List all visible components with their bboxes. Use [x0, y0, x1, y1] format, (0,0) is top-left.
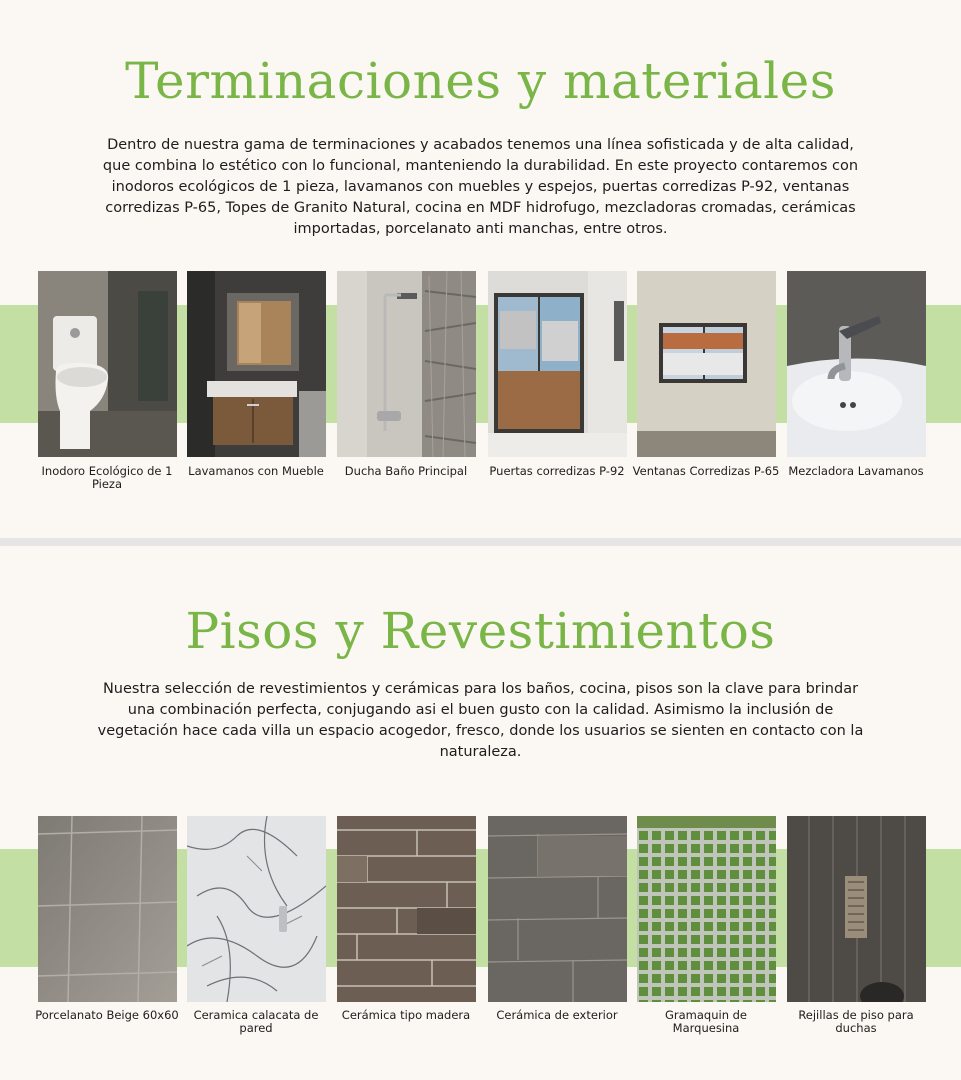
floor-drain-photo: [787, 816, 926, 1002]
grass-paver-photo: [637, 816, 776, 1002]
toilet-photo: [38, 271, 177, 457]
caption: Cerámica de exterior: [496, 1008, 618, 1022]
caption: Rejillas de piso para duchas: [798, 1008, 914, 1035]
sliding-door-photo: [488, 271, 627, 457]
faucet-photo: [787, 271, 926, 457]
caption: Ventanas Corredizas P-65: [632, 464, 780, 478]
caption: Porcelanato Beige 60x60: [35, 1008, 179, 1022]
caption: Ducha Baño Principal: [344, 464, 468, 478]
section-title: Terminaciones y materiales: [125, 52, 836, 110]
page-divider: [0, 538, 961, 546]
caption: Puertas corredizas P-92: [489, 464, 625, 478]
calacatta-tile-photo: [187, 816, 326, 1002]
caption: Lavamanos con Mueble: [188, 464, 324, 478]
caption: Gramaquin de Marquesina: [664, 1008, 748, 1035]
sliding-window-photo: [637, 271, 776, 457]
page-terminaciones: [0, 0, 961, 538]
page-pisos: [0, 546, 961, 1080]
caption: Inodoro Ecológico de 1 Pieza: [41, 464, 173, 491]
shower-photo: [337, 271, 476, 457]
caption: Ceramica calacata de pared: [193, 1008, 319, 1035]
section-description: Dentro de nuestra gama de terminaciones y acabados tenemos una línea sofisticada y de alta calidad, que combina lo estético con lo funcional, manteniendo la durabilidad. En este proyecto contaremos con inodoros ecológicos de 1 pieza, lavamanos con muebles y espejos, puertas corredizas P-92, ventanas corredizas P-65, Topes de Granito Natural, cocina en MDF hidrofugo, mezcladoras cromadas, cerámicas importadas, porcelanato anti manchas, entre otros.: [102, 137, 859, 237]
vanity-photo: [187, 271, 326, 457]
caption: Mezcladora Lavamanos: [788, 464, 924, 478]
section-description: Nuestra selección de revestimientos y cerámicas para los baños, cocina, pisos son la clave para brindar una combinación perfecta, conjugando asi el buen gusto con la calidad. Asimismo la inclusión de vegetación hace cada villa un espacio acogedor, fresco, donde los usuarios se sienten en contacto con la naturaleza.: [97, 681, 864, 760]
beige-porcelain-photo: [38, 816, 177, 1002]
wood-tile-photo: [337, 816, 476, 1002]
exterior-tile-photo: [488, 816, 627, 1002]
caption: Cerámica tipo madera: [341, 1008, 471, 1022]
section-title: Pisos y Revestimientos: [185, 602, 776, 660]
